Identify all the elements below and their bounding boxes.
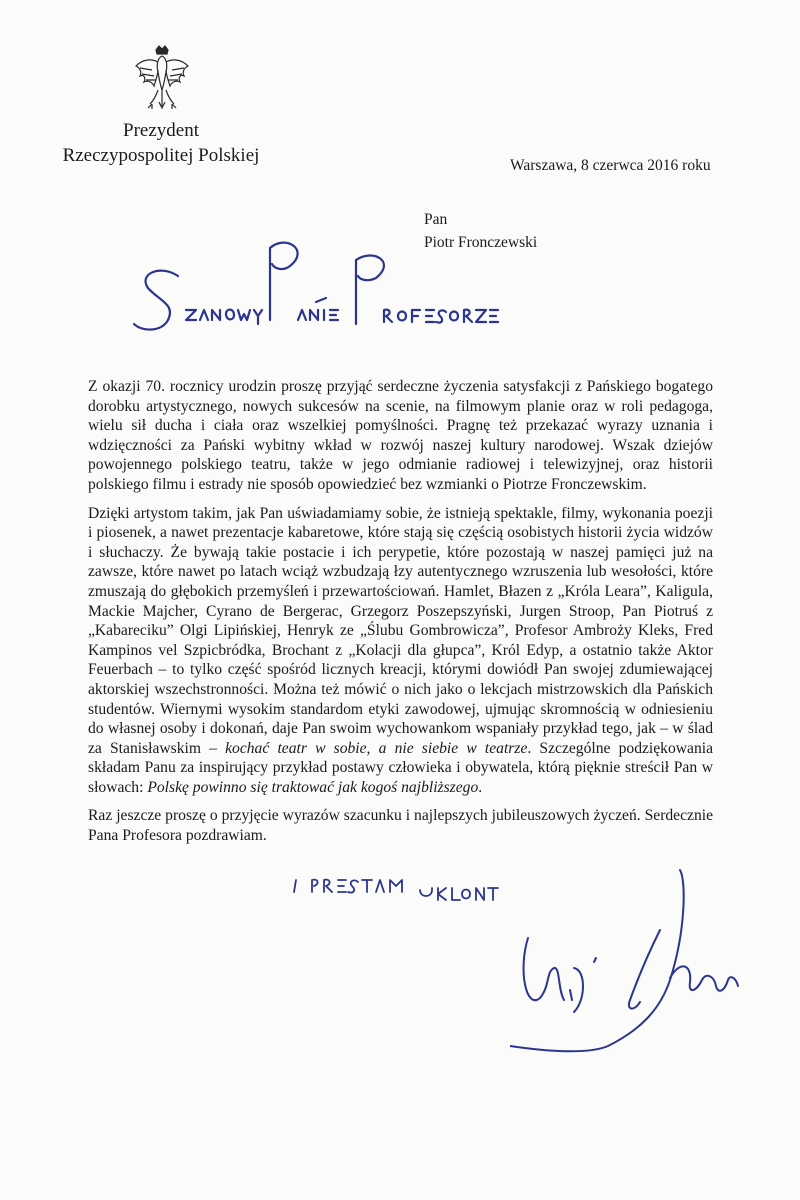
poland-quote: Polskę powinno się traktować jak kogoś najbliższego <box>147 778 479 796</box>
handwritten-salutation <box>130 228 500 348</box>
president-office-title <box>46 118 276 168</box>
paragraph-3: Raz jeszcze proszę o przyjęcie wyrazów szacunku i najlepszych jubileuszowych życzeń. Serdecznie Pana Profesora pozdrawiam. <box>88 807 713 845</box>
addressee-honorific: Pan <box>424 211 448 228</box>
letter-body <box>88 377 713 855</box>
handwritten-postscript <box>290 870 530 915</box>
paragraph-2 <box>88 504 713 798</box>
office-title-line1: Prezydent <box>123 120 199 141</box>
office-title-line2: Rzeczypospolitej Polskiej <box>62 145 260 166</box>
paragraph-2-text: Dzięki artystom takim, jak Pan uświadamiamy sobie, że istnieją spektakle, filmy, wykonania poezji i piosenek, a nawet prezentacje kabaretowe, które stają się częścią osobistych historii życia widzów i słuchaczy. Że bywają takie postacie i ich perypetie, które pozostają w naszej pamięci już na zawsze, które nawet po latach wciąż wzbudzają łzy autentycznego wzruszenia lub wesołości, które zmuszają do głębokich przemyśleń i przewartościowań. Hamlet, Błazen z „Króla Leara”, Kaligula, Mackie Majcher, Cyrano de Bergerac, Grzegorz Poszepszyński, Jurgen Stroop, Pan Piotruś z „Kabareciku” Olgi Lipińskiej, Henryk ze „Ślubu Gombrowicza”, Profesor Ambroży Kleks, Fred Kampinos vel Szpicbródka, Brochant z „Kolacji dla głupca”, Król Edyp, a ostatnio także Aktor Feuerbach – to tylko część spośród licznych kreacji, którymi dowiódł Pan swojej zdumiewającej aktorskiej wszechstronności. Można też mówić o nich jako o lekcjach mistrzowskich dla Pańskich studentów. Wiernymi wysokim standardom etyki zawodowej, ujmując skromnością w odniesieniu do własnej osoby i dokonań, daje Pan swoim wychowankom wspaniały przykład tego, jak – w ślad za Stanisławskim – <box>88 504 713 757</box>
paragraph-2-end: . <box>478 778 483 796</box>
paragraph-2-continued: . Szczególne podziękowania składam Panu za inspirujący przykład postawy człowieka i obywatela, którą pięknie streścił Pan w słowach: <box>88 739 713 796</box>
eagle-emblem-icon <box>132 44 192 114</box>
addressee-name: Piotr Fronczewski <box>424 234 538 251</box>
president-signature <box>510 860 750 1060</box>
stanislavski-quote: kochać teatr w sobie, a nie siebie w teatrze <box>225 739 528 757</box>
dateline: Warszawa, 8 czerwca 2016 roku <box>510 157 711 174</box>
paragraph-1: Z okazji 70. rocznicy urodzin proszę przyjąć serdeczne życzenia satysfakcji z Pańskiego bogatego dorobku artystycznego, nowych sukcesów na scenie, na filmowym planie oraz w roli pedagoga, wielu sił ducha i ciała oraz wszelkiej pomyślności. Pragnę też przekazać wyrazy uznania i wdzięczności za Pański wybitny wkład w rozwój naszej kultury narodowej. Wszak dziejów powojennego polskiego teatru, także w jego odmianie radiowej i telewizyjnej, oraz historii polskiego filmu i estrady nie sposób opowiedzieć bez wzmianki o Piotrze Fronczewskim. <box>88 378 713 493</box>
